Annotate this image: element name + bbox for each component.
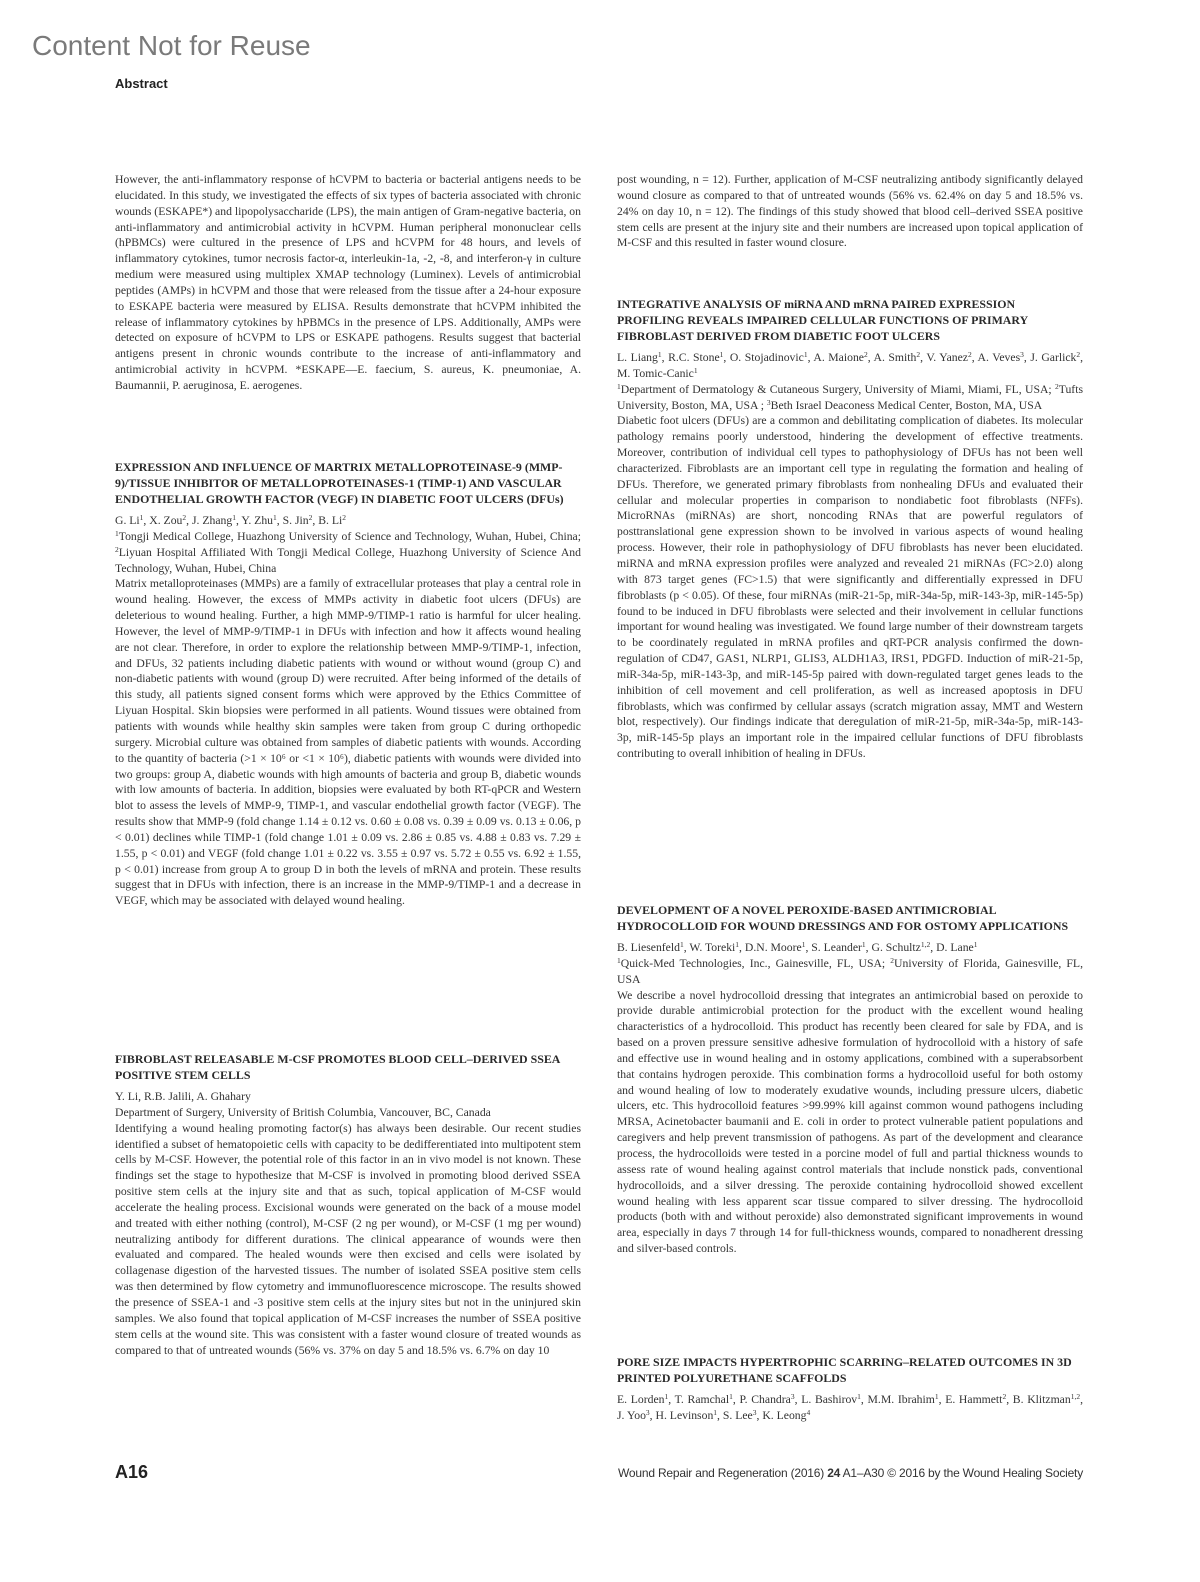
abstract-body: Identifying a wound healing promoting factor(s) has always been desirable. Our recent studies identified a subset of hematopoietic cells with capacity to be dedifferentiated into multipotent stem cells by M-CSF. However, the potential role of this factor in an in vivo model is not known. These findings set the stage to hypothesize that M-CSF is involved in promoting blood derived SSEA positive stem cells at the injury site and that as such, topical application of M-CSF would accelerate the healing process. Excisional wounds were generated on the back of a mouse model and treated with either nothing (control), M-CSF (2 ng per wound), or M-CSF (1 mg per wound) neutralizing antibody for different durations. The clinical appearance of wounds were then evaluated and compared. The healed wounds were then excised and cells were isolated by collagenase digestion of the harvested tissues. The number of isolated SSEA positive stem cells was then determined by flow cytometry and immunofluorescence microscope. The results showed the presence of SSEA-1 and -3 positive stem cells at the injury sites but not in the uninjured skin samples. We also found that topical application of M-CSF increases the number of SSEA positive stem cells at the wound site. This was consistent with a faster wound closure of treated wounds as compared to that of untreated wounds (56% vs. 37% on day 5 and 18.5% vs. 6.7% on day 10 — [115, 1121, 581, 1357]
affiliation-mark: 2 — [890, 955, 895, 965]
author-name: R.C. Stone — [668, 351, 720, 364]
author-name: M.M. Ibrahim — [867, 1393, 935, 1406]
author-name: A. Ghahary — [196, 1090, 251, 1103]
author-name: R.B. Jalili — [144, 1090, 192, 1103]
author-name: L. Liang — [617, 351, 658, 364]
watermark: Content Not for Reuse — [32, 30, 311, 61]
author-affiliation-mark: 1 — [857, 1392, 861, 1401]
author-name: E. Lorden — [617, 1393, 665, 1406]
abstract-body: However, the anti-inflammatory response of hCVPM to bacteria or bacterial antigens needs to be elucidated. In this study, we investigated the effects of six types of bacteria associated with chronic wounds (ESKAPE*) and lipopolysaccharide (LPS), the main antigen of Gram-negative bacteria, on anti-inflammatory and antimicrobial activity in hCVPM. Human peripheral mononuclear cells (hPBMCs) were cultured in the presence of LPS and hCVPM for 48 hours, and levels of inflammatory cytokines, tumor necrosis factor-α, interleukin-1a, -2, -8, and interferon-γ in culture medium were measured using multiplex XMAP technology (Luminex). Levels of antimicrobial peptides (AMPs) in hCVPM and those that were released from the tissue after a 24-hour exposure to ESKAPE bacteria were measured by ELISA. Results demonstrate that hCVPM inhibited the release of inflammatory cytokines by hPBMCs in the presence of LPS. Additionally, AMPs were detected on exposure of hCVPM to LPS or ESKAPE pathogens. Results suggest that bacterial antigens present in chronic wounds contribute to the increase of anti-inflammatory and antimicrobial activity in hCVPM. *ESKAPE—E. faecium, S. aureus, K. pneumoniae, A. Baumannii, P. aeruginosa, E. aerogenes. — [115, 173, 581, 392]
author-name: W. Toreki — [689, 941, 736, 954]
author-name: K. Leong — [762, 1408, 807, 1422]
affiliation-mark: 2 — [115, 544, 119, 554]
author-affiliation-mark: 1 — [801, 940, 806, 949]
affiliation-text: Tongji Medical College, Huazhong University of Science and Technology, Wuhan, Hubei, China; — [118, 529, 581, 543]
section-label: Abstract — [115, 76, 168, 91]
continued-abstract-right — [617, 172, 1083, 251]
author-name: M. Tomic-Canic — [617, 366, 694, 380]
abstract-hydrocolloid — [617, 902, 1083, 1257]
author-affiliation-mark: 3 — [752, 1407, 757, 1417]
author-affiliation-mark: 1,2 — [1070, 1392, 1081, 1401]
author-affiliation-mark: 1 — [735, 940, 740, 949]
journal-name: Wound Repair and Regeneration (2016) — [618, 1466, 828, 1480]
author-affiliation-mark: 3 — [1020, 350, 1024, 359]
author-affiliation-mark: 1 — [693, 365, 698, 375]
author-affiliation-mark: 1 — [657, 350, 662, 359]
author-name: J. Yoo — [617, 1408, 646, 1422]
affiliation-text: Tufts University, Boston, MA, USA ; — [617, 382, 1083, 412]
author-name: T. Ramchal — [674, 1393, 730, 1406]
author-affiliation-mark: 2 — [916, 350, 921, 359]
affiliation-mark: 3 — [766, 397, 771, 407]
continued-abstract-left — [115, 172, 581, 394]
author-affiliation-mark: 1 — [803, 350, 808, 359]
author-name: A. Maione — [813, 351, 864, 364]
affiliation-mark: 2 — [1054, 381, 1059, 391]
author-affiliation-mark: 1 — [273, 513, 277, 522]
affiliation-list — [617, 956, 1083, 988]
affiliation-text: Department of Surgery, University of British Columbia, Vancouver, BC, Canada — [115, 1105, 491, 1119]
author-name: G. Li — [115, 514, 140, 527]
author-affiliation-mark: 2 — [967, 350, 972, 359]
author-name: A. Veves — [977, 351, 1021, 364]
author-affiliation-mark: 2 — [308, 513, 313, 522]
author-affiliation-mark: 1 — [861, 940, 866, 949]
author-affiliation-mark: 1 — [729, 1392, 733, 1401]
author-affiliation-mark: 1 — [664, 1392, 669, 1401]
affiliation-list — [617, 382, 1083, 414]
author-name: S. Leander — [811, 941, 862, 954]
author-name: B. Klitzman — [1012, 1393, 1071, 1406]
author-name: H. Levinson — [655, 1408, 714, 1422]
affiliation-text: Beth Israel Deaconess Medical Center, Boston, MA, USA — [770, 398, 1043, 412]
author-affiliation-mark: 1 — [713, 1407, 718, 1417]
author-affiliation-mark: 2 — [342, 513, 346, 522]
author-affiliation-mark: 1 — [719, 350, 724, 359]
affiliation-text: University of Florida, Gainesville, FL, USA — [617, 956, 1083, 986]
affiliation-list — [115, 529, 581, 577]
author-name: V. Yanez — [926, 351, 968, 364]
affiliation-mark: 1 — [617, 955, 621, 965]
page-number: A16 — [115, 1462, 149, 1482]
author-name: J. Garlick — [1030, 351, 1077, 364]
author-affiliation-mark: 2 — [863, 350, 868, 359]
author-list: Y. Li, R.B. Jalili, A. Ghahary — [115, 1090, 251, 1103]
author-affiliation-mark: 3 — [645, 1407, 650, 1417]
author-name: O. Stojadinovic — [729, 351, 804, 364]
abstract-title: EXPRESSION AND INFLUENCE OF MARTRIX METALLOPROTEINASE-9 (MMP-9)/TISSUE INHIBITOR OF METALLOPROTEINASES-1 (TIMP-1) AND VASCULAR ENDOTHELIAL GROWTH FACTOR (VEGF) IN DIABETIC FOOT ULCERS (DFUs) — [115, 460, 564, 506]
author-name: G. Schultz — [871, 941, 921, 954]
affiliation-list — [115, 1105, 581, 1121]
author-name: A. Smith — [873, 351, 917, 364]
author-affiliation-mark: 3 — [790, 1392, 795, 1401]
abstract-title: INTEGRATIVE ANALYSIS OF miRNA AND mRNA PAIRED EXPRESSION PROFILING REVEALS IMPAIRED CELLULAR FUNCTIONS OF PRIMARY FIBROBLAST DERIVED FROM DIABETIC FOOT ULCERS — [617, 297, 1028, 343]
author-affiliation-mark: 2 — [182, 513, 187, 522]
author-name: Y. Li — [115, 1090, 139, 1103]
author-affiliation-mark: 1 — [679, 940, 684, 949]
abstract-body: We describe a novel hydrocolloid dressing that integrates an antimicrobial based on peroxide to provide durable antimicrobial protection for the product with the excellent wound healing characteristics of a hydrocolloid. This product has recently been cleared for sale by FDA, and is based on a proven pressure sensitive adhesive formulation of hydrocolloid with a history of safe and effective use in wound healing and in ostomy applications, combined with a superabsorbent that contains hydrogen peroxide. This combination forms a hydrocolloid useful for both ostomy and wound healing of low to moderately exudative wounds, including pressure ulcers, diabetic ulcers, etc. This hydrocolloid features >99.99% kill against common wound pathogens including MRSA, Acinetobacter baumanii and E. coli in order to protect vulnerable patient populations and caregivers and help prevent transmission of pathogens. As part of the development and clearance process, the hydrocolloids were tested in a porcine model of full and partial thickness wounds to assess rate of wound healing against control materials that include nonstick pads, conventional hydrocolloids, and a silver dressing. The peroxide containing hydrocolloid showed excellent wound healing with less apparent scar tissue compared to silver dressing. The hydrocolloid products (both with and without peroxide) also demonstrated significant improvements in wound area, especially in days 7 through 14 for full-thickness wounds, compared to nonadherent dressing and silver-based controls. — [617, 988, 1083, 1256]
abstract-body: Matrix metalloproteinases (MMPs) are a family of extracellular proteases that play a central role in wound healing. However, the excess of MMPs activity in diabetic foot ulcers (DFUs) are deleterious to wound healing. Further, a high MMP-9/TIMP-1 ratio is harmful for ulcer healing. However, the level of MMP-9/TIMP-1 in DFUs with infection and how it affects wound healing are not clear. Therefore, in order to explore the relationship between MMP-9/TIMP-1, infection, and DFUs, 32 patients including diabetic patients with wound or without wound (group C) and non-diabetic patients with wound (group D) were recruited. After being informed of the details of this study, all patients signed consent forms which were approved by the Ethics Committee of Liyuan Hospital. Skin biopsies were performed in all patients. Wound tissues were obtained from patients with wounds while healthy skin samples were taken from group C during orthopedic surgery. Microbial culture was obtained from samples of diabetic patients with wounds. According to the quantity of bacteria (>1 × 10⁶ or <1 × 10⁶), diabetic patients with wounds were divided into two groups: group A, diabetic wounds with high amounts of bacteria and group B, diabetic wounds with low amounts of bacteria. In addition, biopsies were evaluated by both RT-qPCR and Western blot to assess the levels of MMP-9, TIMP-1, and vascular endothelial growth factor (VEGF). The results show that MMP-9 (fold change 1.14 ± 0.12 vs. 0.60 ± 0.08 vs. 0.39 ± 0.09 vs. 0.13 ± 0.06, p < 0.01) declines while TIMP-1 (fold change 1.01 ± 0.09 vs. 2.86 ± 0.85 vs. 4.88 ± 0.83 vs. 7.29 ± 1.55, p < 0.01) and VEGF (fold change 1.01 ± 0.22 vs. 3.55 ± 0.97 vs. 5.72 ± 0.55 vs. 6.92 ± 1.55, p < 0.01) increase from group A to group D in both the levels of mRNA and protein. These results suggest that in DFUs with infection, there is an increase in the MMP-9/TIMP-1 and a decrease in VEGF, which may be associated with delayed wound healing. — [115, 577, 581, 908]
author-list: L. Liang$^1$, R.C. Stone$^1$, O. Stojadinovic$^1$, A. Maione$^2$, A. Smith$^2$, V. Yanez$^2$, A. Veves$^3$, J. Garlick$^2$, M. Tomic-Canic$^1$ — [617, 350, 1084, 380]
abstract-body: post wounding, n = 12). Further, application of M-CSF neutralizing antibody significantly delayed wound closure as compared to that of untreated wounds (56% vs. 62.4% on day 5 and 18.5% vs. 24% on day 10, n = 12). The findings of this study showed that blood cell–derived SSEA positive stem cells are present at the injury site and their numbers are increased upon topical application of M-CSF and this resulted in faster wound closure. — [617, 173, 1083, 250]
author-name: J. Zhang — [191, 514, 233, 527]
abstract-title: PORE SIZE IMPACTS HYPERTROPHIC SCARRING–RELATED OUTCOMES IN 3D PRINTED POLYURETHANE SCAFFOLDS — [617, 1355, 1072, 1385]
author-affiliation-mark: 1,2 — [920, 940, 931, 949]
abstract-title: FIBROBLAST RELEASABLE M-CSF PROMOTES BLOOD CELL–DERIVED SSEA POSITIVE STEM CELLS — [115, 1052, 560, 1082]
author-list: G. Li$^1$, X. Zou$^2$, J. Zhang$^1$, Y. Zhu$^1$, S. Jin$^2$, B. Li$^2$ — [115, 513, 346, 527]
affiliation-mark: 1 — [115, 528, 119, 538]
abstract-pore-size — [617, 1354, 1083, 1424]
author-list: E. Lorden$^1$, T. Ramchal$^1$, P. Chandra$^3$, L. Bashirov$^1$, M.M. Ibrahim$^1$, E. Hammett$^2$, B. Klitzman$^{1,2}$, J. Yoo$^3$, H. Levinson$^1$, S. Lee$^3$, K. Leong$^4$ — [617, 1392, 1083, 1422]
abstract-title: DEVELOPMENT OF A NOVEL PEROXIDE-BASED ANTIMICROBIAL HYDROCOLLOID FOR WOUND DRESSINGS AND FOR OSTOMY APPLICATIONS — [617, 903, 1069, 933]
author-name: P. Chandra — [739, 1393, 791, 1406]
author-affiliation-mark: 1 — [232, 513, 236, 522]
author-name: S. Lee — [722, 1408, 753, 1422]
author-affiliation-mark: 2 — [1076, 350, 1081, 359]
author-affiliation-mark: 4 — [806, 1407, 811, 1417]
author-name: Y. Zhu — [241, 514, 274, 527]
abstract-body: Diabetic foot ulcers (DFUs) are a common and debilitating complication of diabetes. Its molecular pathology remains poorly understood, hindering the development of effective treatments. Moreover, contribution of individual cell types to pathophysiology of DFUs has not been well characterized. Fibroblasts are an important cell type in regulating the formation and healing of DFUs. Therefore, we generated primary fibroblasts from nonhealing DFUs and evaluated their cellular and molecular properties in comparison to nondiabetic foot fibroblasts (NFFs). MicroRNAs (miRNAs) are short, noncoding RNAs that are powerful regulators of posttranslational gene expression shown to be involved in various aspects of wound healing process. However, their role in pathophysiology of DFU fibroblasts has never been elucidated. miRNA and mRNA expression profiles were analyzed and revealed 21 miRNAs (FC>2.0) along with 873 target genes (FC>1.5) that were significantly and differentially expressed in DFU fibroblasts (p < 0.05). Of these, four miRNAs (miR-21-5p, miR-34a-5p, miR-143-3p, miR-145-5p) found to be induced in DFU fibroblasts were selected and their involvement in cellular functions important for wound healing was investigated. We found large number of their downstream targets to be coordinately regulated in mRNA profiles and qRT-PCR analysis confirmed the down-regulation of CD47, GAS1, NLRP1, GLIS3, ALDH1A3, IRS1, PDGFD. Induction of miR-21-5p, miR-34a-5p, miR-143-3p, and miR-145-5p paired with down-regulated target genes leads to the inhibition of cell movement and cell proliferation, as well as increased apoptosis in DFU fibroblasts, which was confirmed by cellular assays (scratch migration assay, MMT and Western blot, respectively). Our findings indicate that deregulation of miR-21-5p, miR-34a-5p, miR-143-3p, miR-145-5p plays an important role in the impaired cellular functions of DFU fibroblasts contributing to overall inhibition of healing in DFUs. — [617, 414, 1083, 761]
author-name: S. Jin — [282, 514, 309, 527]
affiliation-mark: 1 — [617, 381, 621, 391]
abstract-mcsf — [115, 1051, 581, 1358]
author-affiliation-mark: 1 — [973, 940, 978, 949]
journal-pages-copyright: A1–A30 © 2016 by the Wound Healing Society — [840, 1466, 1083, 1480]
author-name: B. Li — [318, 514, 343, 527]
author-affiliation-mark: 2 — [1002, 1392, 1007, 1401]
author-name: D. Lane — [936, 941, 974, 954]
affiliation-text: Department of Dermatology & Cutaneous Surgery, University of Miami, Miami, FL, USA; — [620, 382, 1055, 396]
abstract-mirna — [617, 296, 1083, 762]
abstract-mmp9 — [115, 459, 581, 909]
journal-citation — [618, 1466, 1083, 1480]
author-name: X. Zou — [149, 514, 183, 527]
author-list: B. Liesenfeld$^1$, W. Toreki$^1$, D.N. Moore$^1$, S. Leander$^1$, G. Schultz$^{1,2}$, D. Lane$^1$ — [617, 940, 978, 954]
author-name: B. Liesenfeld — [617, 941, 680, 954]
author-affiliation-mark: 1 — [934, 1392, 939, 1401]
affiliation-text: Quick-Med Technologies, Inc., Gainesville, FL, USA; — [620, 956, 891, 970]
author-name: D.N. Moore — [744, 941, 802, 954]
affiliation-text: Liyuan Hospital Affiliated With Tongji Medical College, Huazhong University of Science And Technology, Wuhan, Hubei, China — [115, 545, 581, 575]
author-affiliation-mark: 1 — [139, 513, 144, 522]
author-name: E. Hammett — [945, 1393, 1003, 1406]
journal-volume: 24 — [827, 1466, 841, 1480]
author-name: L. Bashirov — [801, 1393, 858, 1406]
